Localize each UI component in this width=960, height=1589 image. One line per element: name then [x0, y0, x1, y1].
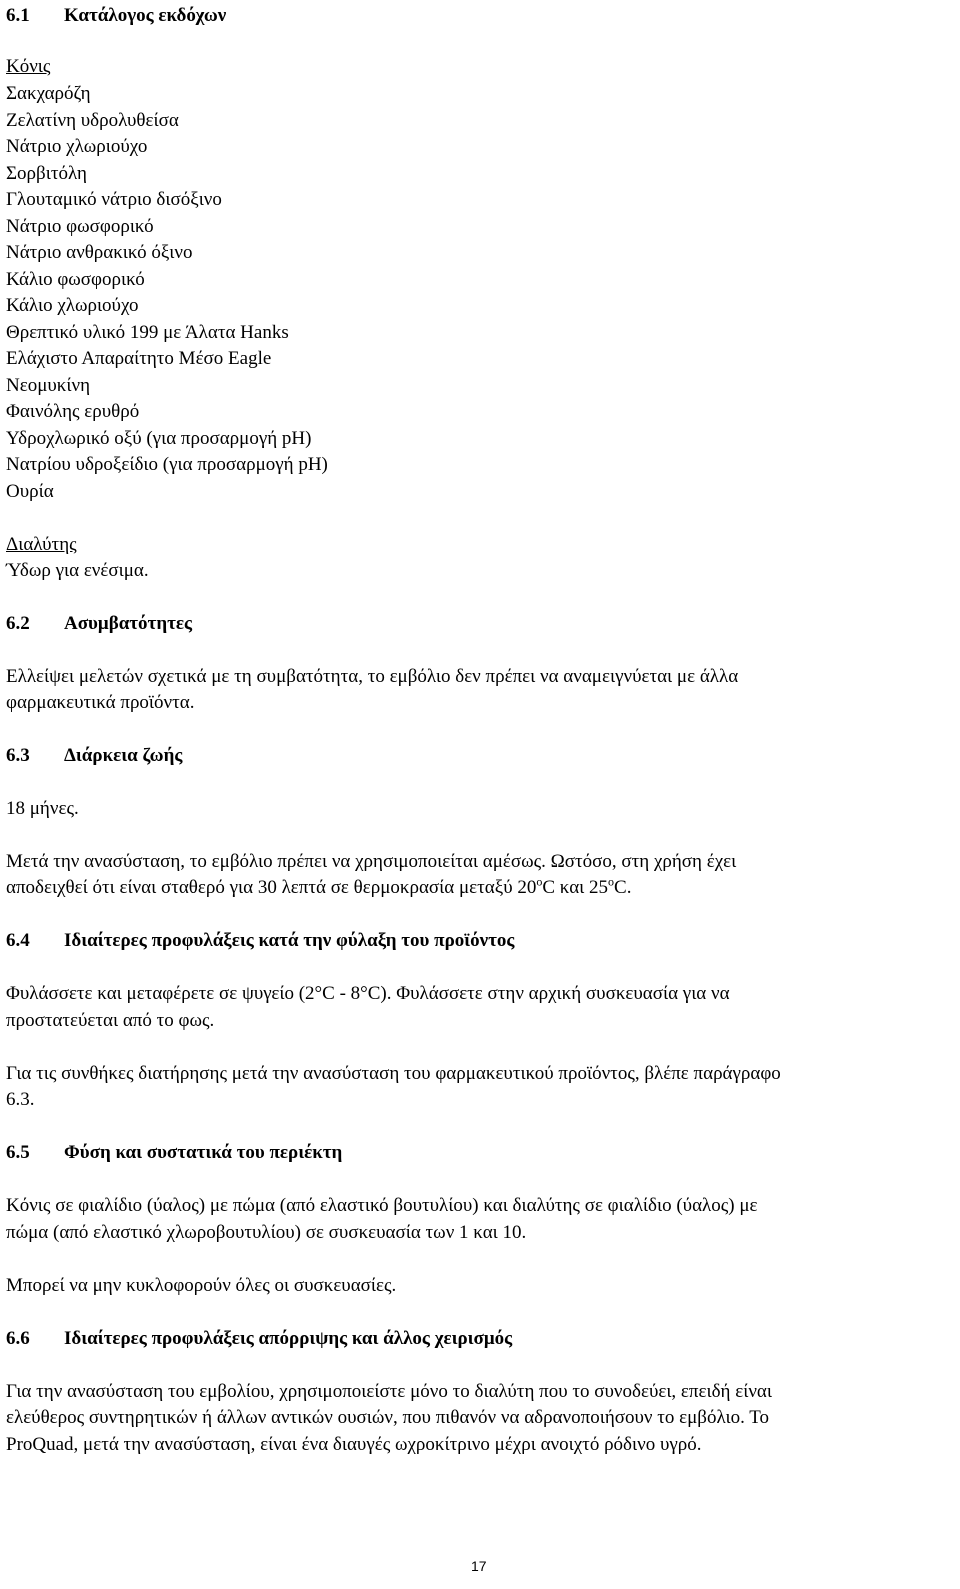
paragraph-line: 18 μήνες. [6, 798, 79, 819]
list-item: Θρεπτικό υλικό 199 με Άλατα Hanks [6, 322, 289, 343]
section-number: 6.3 [6, 745, 30, 766]
list-item: Υδροχλωρικό οξύ (για προσαρμογή pH) [6, 428, 312, 449]
list-item: Νεομυκίνη [6, 375, 91, 396]
list-item: Σακχαρόζη [6, 83, 91, 104]
list-item: Νάτριο φωσφορικό [6, 216, 154, 237]
superscript: o [536, 874, 543, 889]
paragraph-line: ελεύθερος συντηρητικών ή άλλων αντικών ουσιών, που πιθανόν να αδρανοποιήσουν το εμβόλιο. Το [6, 1407, 770, 1428]
list-item: Γλουταμικό νάτριο δισόξινο [6, 189, 222, 210]
list-item: Σορβιτόλη [6, 163, 87, 184]
powder-label: Κόνις [6, 56, 51, 77]
paragraph-line: Μετά την ανασύσταση, το εμβόλιο πρέπει να χρησιμοποιείται αμέσως. Ωστόσο, στη χρήση έχει [6, 851, 737, 872]
paragraph-line: Για την ανασύσταση του εμβολίου, χρησιμοποιείστε μόνο το διαλύτη που το συνοδεύει, επειδή είναι [6, 1381, 772, 1402]
section-title: Κατάλογος εκδόχων [64, 5, 227, 26]
list-item: Ουρία [6, 481, 54, 502]
superscript: o [608, 874, 615, 889]
list-item: Φαινόλης ερυθρό [6, 401, 140, 422]
section-number: 6.4 [6, 930, 30, 951]
section-number: 6.5 [6, 1142, 30, 1163]
list-item: Ελάχιστο Απαραίτητο Μέσο Eagle [6, 348, 272, 369]
section-number: 6.6 [6, 1328, 30, 1349]
list-item: Νατρίου υδροξείδιο (για προσαρμογή pH) [6, 454, 328, 475]
section-title: Ιδιαίτερες προφυλάξεις απόρριψης και άλλος χειρισμός [64, 1328, 513, 1349]
section-title: Φύση και συστατικά του περιέκτη [64, 1142, 343, 1163]
paragraph-line: Ελλείψει μελετών σχετικά με τη συμβατότητα, το εμβόλιο δεν πρέπει να αναμειγνύεται με άλλα [6, 666, 739, 687]
section-title: Διάρκεια ζωής [64, 745, 183, 766]
list-item: Κάλιο χλωριούχο [6, 295, 139, 316]
list-item: Ύδωρ για ενέσιμα. [6, 560, 149, 581]
solvent-label: Διαλύτης [6, 534, 77, 555]
section-title: Ασυμβατότητες [64, 613, 192, 634]
paragraph-line: Μπορεί να μην κυκλοφορούν όλες οι συσκευασίες. [6, 1275, 397, 1296]
paragraph-line: ProQuad, μετά την ανασύσταση, είναι ένα διαυγές ωχροκίτρινο μέχρι ανοιχτό ρόδινο υγρό. [6, 1434, 702, 1455]
text-run: C και 25 [542, 877, 609, 898]
page-number: 17 [471, 1558, 487, 1574]
section-title: Ιδιαίτερες προφυλάξεις κατά την φύλαξη του προϊόντος [64, 930, 515, 951]
paragraph-line: πώμα (από ελαστικό χλωροβουτυλίου) σε συσκευασία των 1 και 10. [6, 1222, 527, 1243]
paragraph-line: φαρμακευτικά προϊόντα. [6, 692, 195, 713]
text-run: C. [614, 877, 632, 898]
section-number: 6.1 [6, 5, 30, 26]
text-run: αποδειχθεί ότι είναι σταθερό για 30 λεπτά σε θερμοκρασία μεταξύ 20 [6, 877, 537, 898]
list-item: Ζελατίνη υδρολυθείσα [6, 110, 179, 131]
paragraph-line: 6.3. [6, 1089, 35, 1110]
paragraph-line: προστατεύεται από το φως. [6, 1010, 215, 1031]
list-item: Νάτριο ανθρακικό όξινο [6, 242, 193, 263]
paragraph-line: Φυλάσσετε και μεταφέρετε σε ψυγείο (2°C - 8°C). Φυλάσσετε στην αρχική συσκευασία για να [6, 983, 730, 1004]
section-number: 6.2 [6, 613, 30, 634]
paragraph-line: Για τις συνθήκες διατήρησης μετά την ανασύσταση του φαρμακευτικού προϊόντος, βλέπε παράγραφο [6, 1063, 781, 1084]
list-item: Νάτριο χλωριούχο [6, 136, 148, 157]
paragraph-line: Κόνις σε φιαλίδιο (ύαλος) με πώμα (από ελαστικό βουτυλίου) και διαλύτης σε φιαλίδιο (ύαλος) με [6, 1195, 758, 1216]
list-item: Κάλιο φωσφορικό [6, 269, 145, 290]
paragraph-line [6, 874, 632, 899]
